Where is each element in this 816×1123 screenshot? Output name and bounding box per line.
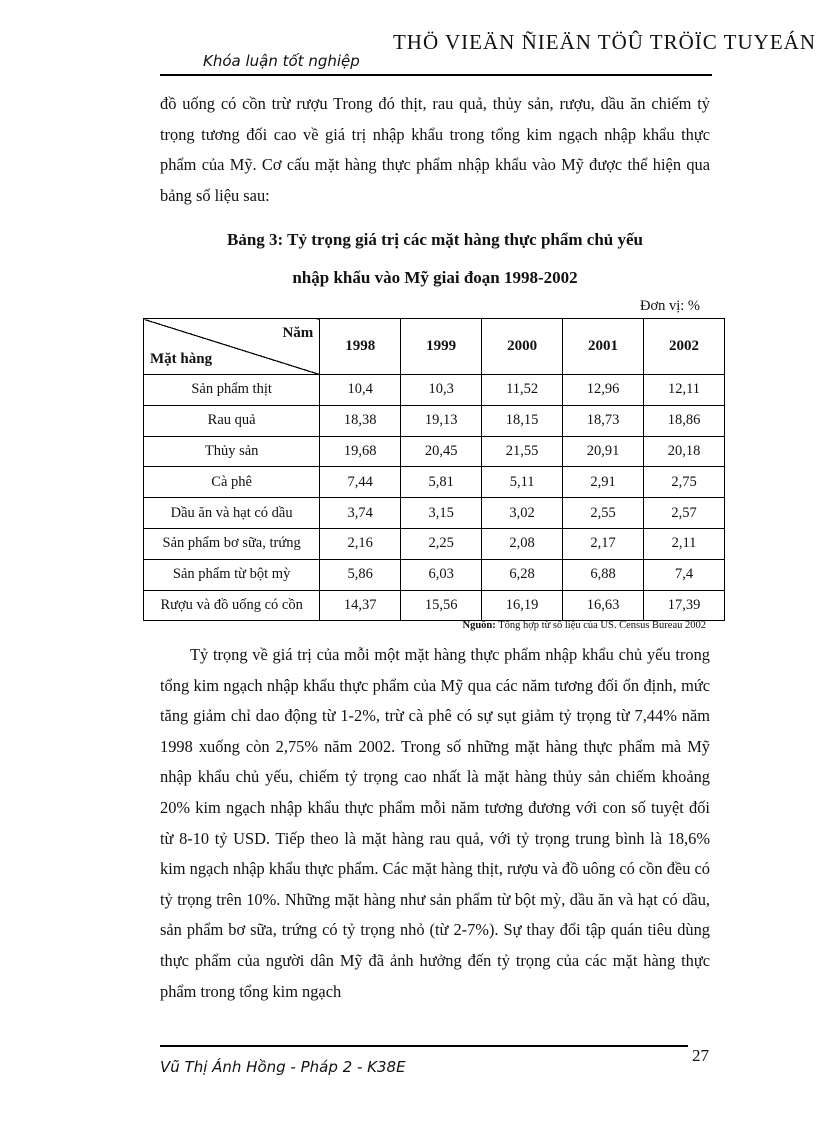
table-cell: 14,37: [320, 590, 401, 621]
row-label: Cà phê: [144, 467, 320, 498]
table-cell: 18,38: [320, 405, 401, 436]
table-caption-line1: Bảng 3: Tỷ trọng giá trị các mặt hàng thực phẩm chủ yếu: [226, 230, 643, 249]
table-source: [462, 620, 706, 631]
intro-paragraph: đồ uống có cồn trừ rượu Trong đó thịt, rau quả, thủy sản, rượu, dầu ăn chiếm tỷ trọng tương đối cao về giá trị nhập khẩu trong tổng kim ngạch nhập khẩu thực phẩm của Mỹ. Cơ cấu mặt hàng thực phẩm nhập khẩu vào Mỹ được thể hiện qua bảng số liệu sau:: [160, 94, 710, 205]
table-cell: 3,02: [482, 498, 563, 529]
header-library-label: THÖ VIEÄN ÑIEÄN TÖÛ TRÖÏC TUYEÁN: [392, 30, 816, 54]
table-cell: 21,55: [482, 436, 563, 467]
table-cell: 2,08: [482, 528, 563, 559]
row-label: Sản phẩm từ bột mỳ: [144, 559, 320, 590]
table-cell: 10,3: [401, 375, 482, 406]
year-header: 1999: [401, 319, 482, 375]
table-cell: 2,16: [320, 528, 401, 559]
table-cell: 20,91: [563, 436, 644, 467]
corner-year-label: Năm: [282, 325, 314, 341]
table-cell: 20,45: [401, 436, 482, 467]
table-cell: 19,68: [320, 436, 401, 467]
table-cell: 18,73: [563, 405, 644, 436]
table-cell: 12,11: [644, 375, 725, 406]
table-cell: 20,18: [644, 436, 725, 467]
table-cell: 19,13: [401, 405, 482, 436]
import-share-table: [143, 318, 725, 621]
table-cell: 6,03: [401, 559, 482, 590]
table-cell: 2,25: [401, 528, 482, 559]
table-cell: 18,86: [644, 405, 725, 436]
table-cell: 17,39: [644, 590, 725, 621]
header-rule: [160, 74, 712, 76]
table-row: [144, 436, 725, 467]
table-cell: 18,15: [482, 405, 563, 436]
unit-label: Đơn vị: %: [639, 298, 700, 314]
table-caption-line2: nhập khẩu vào Mỹ giai đoạn 1998-2002: [292, 268, 578, 287]
table-cell: 5,81: [401, 467, 482, 498]
table-cell: 2,91: [563, 467, 644, 498]
table-row: [144, 405, 725, 436]
table-corner-cell: [144, 319, 320, 375]
table-cell: 3,15: [401, 498, 482, 529]
corner-item-label: Mặt hàng: [150, 351, 213, 367]
year-header: 1998: [320, 319, 401, 375]
row-label: Rượu và đồ uống có cồn: [144, 590, 320, 621]
table-row: [144, 559, 725, 590]
row-label: Rau quả: [144, 405, 320, 436]
table-row: [144, 375, 725, 406]
table-cell: 7,44: [320, 467, 401, 498]
row-label: Thủy sản: [144, 436, 320, 467]
row-label: Sản phẩm thịt: [144, 375, 320, 406]
table-cell: 3,74: [320, 498, 401, 529]
table-cell: 2,57: [644, 498, 725, 529]
table-cell: 7,4: [644, 559, 725, 590]
table-cell: 6,28: [482, 559, 563, 590]
source-text: Tổng hợp từ số liệu của US. Census Bureau 2002: [498, 620, 706, 631]
table-header-row: [144, 319, 725, 375]
table-cell: 16,63: [563, 590, 644, 621]
table-row: [144, 528, 725, 559]
row-label: Dầu ăn và hạt có dầu: [144, 498, 320, 529]
table-row: [144, 590, 725, 621]
year-header: 2002: [644, 319, 725, 375]
table-cell: 2,75: [644, 467, 725, 498]
table-row: [144, 467, 725, 498]
body-paragraph: Tỷ trọng về giá trị của mỗi một mặt hàng thực phẩm nhập khẩu chủ yếu trong tổng kim ngạch nhập khẩu thực phẩm của Mỹ qua các năm tương đối ổn định, mức tăng giảm chỉ dao động từ 1-2%, trừ cà phê có sự sụt giảm tỷ trọng từ 7,44% năm 1998 xuống còn 2,75% năm 2002. Trong số những mặt hàng thực phẩm mà Mỹ nhập khẩu chủ yếu, chiếm tỷ trọng cao nhất là mặt hàng thủy sản chiếm khoảng 20% kim ngạch nhập khẩu thực phẩm mỗi năm tương đương với con số tuyệt đối từ 8-10 tỷ USD. Tiếp theo là mặt hàng rau quả, với tỷ trọng trung bình là 18,6% kim ngạch nhập khẩu thực phẩm. Các mặt hàng thịt, rượu và đồ uông có cồn đều có tỷ trọng trên 10%. Những mặt hàng như sản phẩm từ bột mỳ, dầu ăn và hạt có dầu, sản phẩm bơ sữa, trứng có tỷ trọng nhỏ (từ 2-7%). Sự thay đổi tập quán tiêu dùng thực phẩm của người dân Mỹ đã ảnh hưởng đến tỷ trọng của các mặt hàng thực phẩm trong tổng kim ngạch: [160, 645, 710, 1001]
table-cell: 2,11: [644, 528, 725, 559]
row-label: Sản phẩm bơ sữa, trứng: [144, 528, 320, 559]
table-cell: 5,86: [320, 559, 401, 590]
table-cell: 10,4: [320, 375, 401, 406]
table-row: [144, 498, 725, 529]
table-cell: 2,55: [563, 498, 644, 529]
table-cell: 2,17: [563, 528, 644, 559]
footer-rule: [160, 1045, 688, 1047]
footer-author: Vũ Thị Ánh Hồng - Pháp 2 - K38E: [160, 1058, 406, 1076]
table-cell: 11,52: [482, 375, 563, 406]
header-thesis-label: Khóa luận tốt nghiệp: [203, 52, 360, 70]
table-cell: 5,11: [482, 467, 563, 498]
page-number: 27: [692, 1046, 709, 1065]
year-header: 2001: [563, 319, 644, 375]
source-label: Nguồn:: [462, 620, 496, 631]
table-cell: 12,96: [563, 375, 644, 406]
year-header: 2000: [482, 319, 563, 375]
table-cell: 16,19: [482, 590, 563, 621]
table-cell: 15,56: [401, 590, 482, 621]
table-cell: 6,88: [563, 559, 644, 590]
